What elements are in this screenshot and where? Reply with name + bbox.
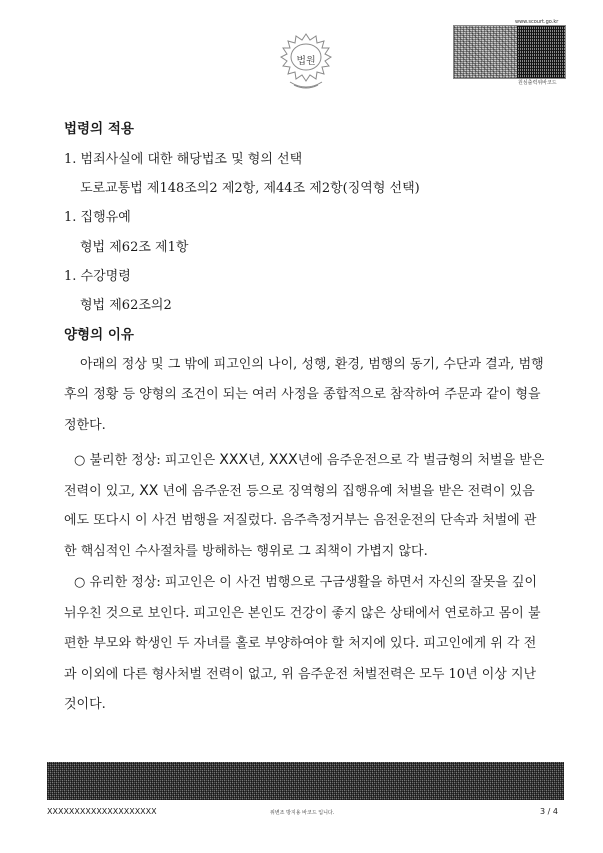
p1-line-1: 아래의 정상 및 그 밖에 피고인의 나이, 성행, 환경, 범행의 동기, 수단과 결과, 범행 [80,357,544,372]
page-number: 3 / 4 [540,807,558,816]
item3-title: 1. 수강명령 [64,269,131,284]
item1-title: 1. 범죄사실에 대한 해당법조 및 형의 선택 [64,152,303,167]
p2-line-3: 에도 또다시 이 사건 범행을 저질렀다. 음주측정거부는 음전운전의 단속과 처벌에 관 [64,513,537,528]
p2-l1-c: 년에 음주운전으로 각 벌금형의 처벌을 받은 [297,453,545,468]
item1-text: 도로교통법 제148조의2 제2항, 제44조 제2항(징역형 선택) [80,181,420,196]
p2-l1-a: ○ 불리한 정상: 피고인은 [74,453,220,468]
reason-heading: 양형의 이유 [64,327,134,343]
document-number: XXXXXXXXXXXXXXXXXXXX [47,807,157,816]
p2-l1-b: 년, [248,453,269,468]
top-barcode-label: 원심출력위바코드 [518,80,557,86]
emblem-label: 법원 [296,56,316,67]
court-emblem [276,30,336,92]
top-barcode-dense [517,26,565,78]
p3-line-4: 과 이외에 다른 형사처벌 전력이 없고, 위 음주운전 처벌전력은 모두 10년 이상 지난 [64,667,537,682]
p3-line-5: 것이다. [64,697,106,712]
p3-line-3: 편한 부모와 학생인 두 자녀를 홀로 부양하여야 할 처지에 있다. 피고인에게 위 각 전 [64,636,537,651]
item2-title: 1. 집행유예 [64,210,131,225]
p1-line-2: 후의 정황 등 양형의 조건이 되는 여러 사정을 종합적으로 참작하여 주문과 같이 형을 [64,387,541,402]
p2-line-1 [74,452,544,469]
p1-line-3: 정한다. [64,418,106,433]
p2-l2-a: 전력이 있고, [64,484,140,499]
redacted-year-1: XXX [219,452,249,468]
redacted-year-3: XX [139,483,159,499]
court-url: www.scourt.go.kr [515,19,559,25]
p2-line-4: 한 핵심적인 수사절차를 방해하는 행위로 그 죄책이 가볍지 않다. [64,544,428,559]
p2-l2-b: 년에 음주운전 등으로 징역형의 집행유예 처벌을 받은 전력이 있음 [158,484,535,499]
p2-line-2 [64,483,535,500]
barcode-note: 위변조 방지용 바코드 입니다. [270,810,335,816]
item2-text: 형법 제62조 제1항 [80,240,189,255]
bottom-barcode [47,762,564,800]
item3-text: 형법 제62조의2 [80,298,172,313]
p3-line-1: ○ 유리한 정상: 피고인은 이 사건 범행으로 구금생활을 하면서 자신의 잘못을 깊이 [74,575,538,590]
top-barcode [453,25,566,79]
p3-line-2: 뉘우친 것으로 보인다. 피고인은 본인도 건강이 좋지 않은 상태에서 연로하고 몸이 불 [64,606,541,621]
law-heading: 법령의 적용 [64,121,134,137]
redacted-year-2: XXX [268,452,298,468]
